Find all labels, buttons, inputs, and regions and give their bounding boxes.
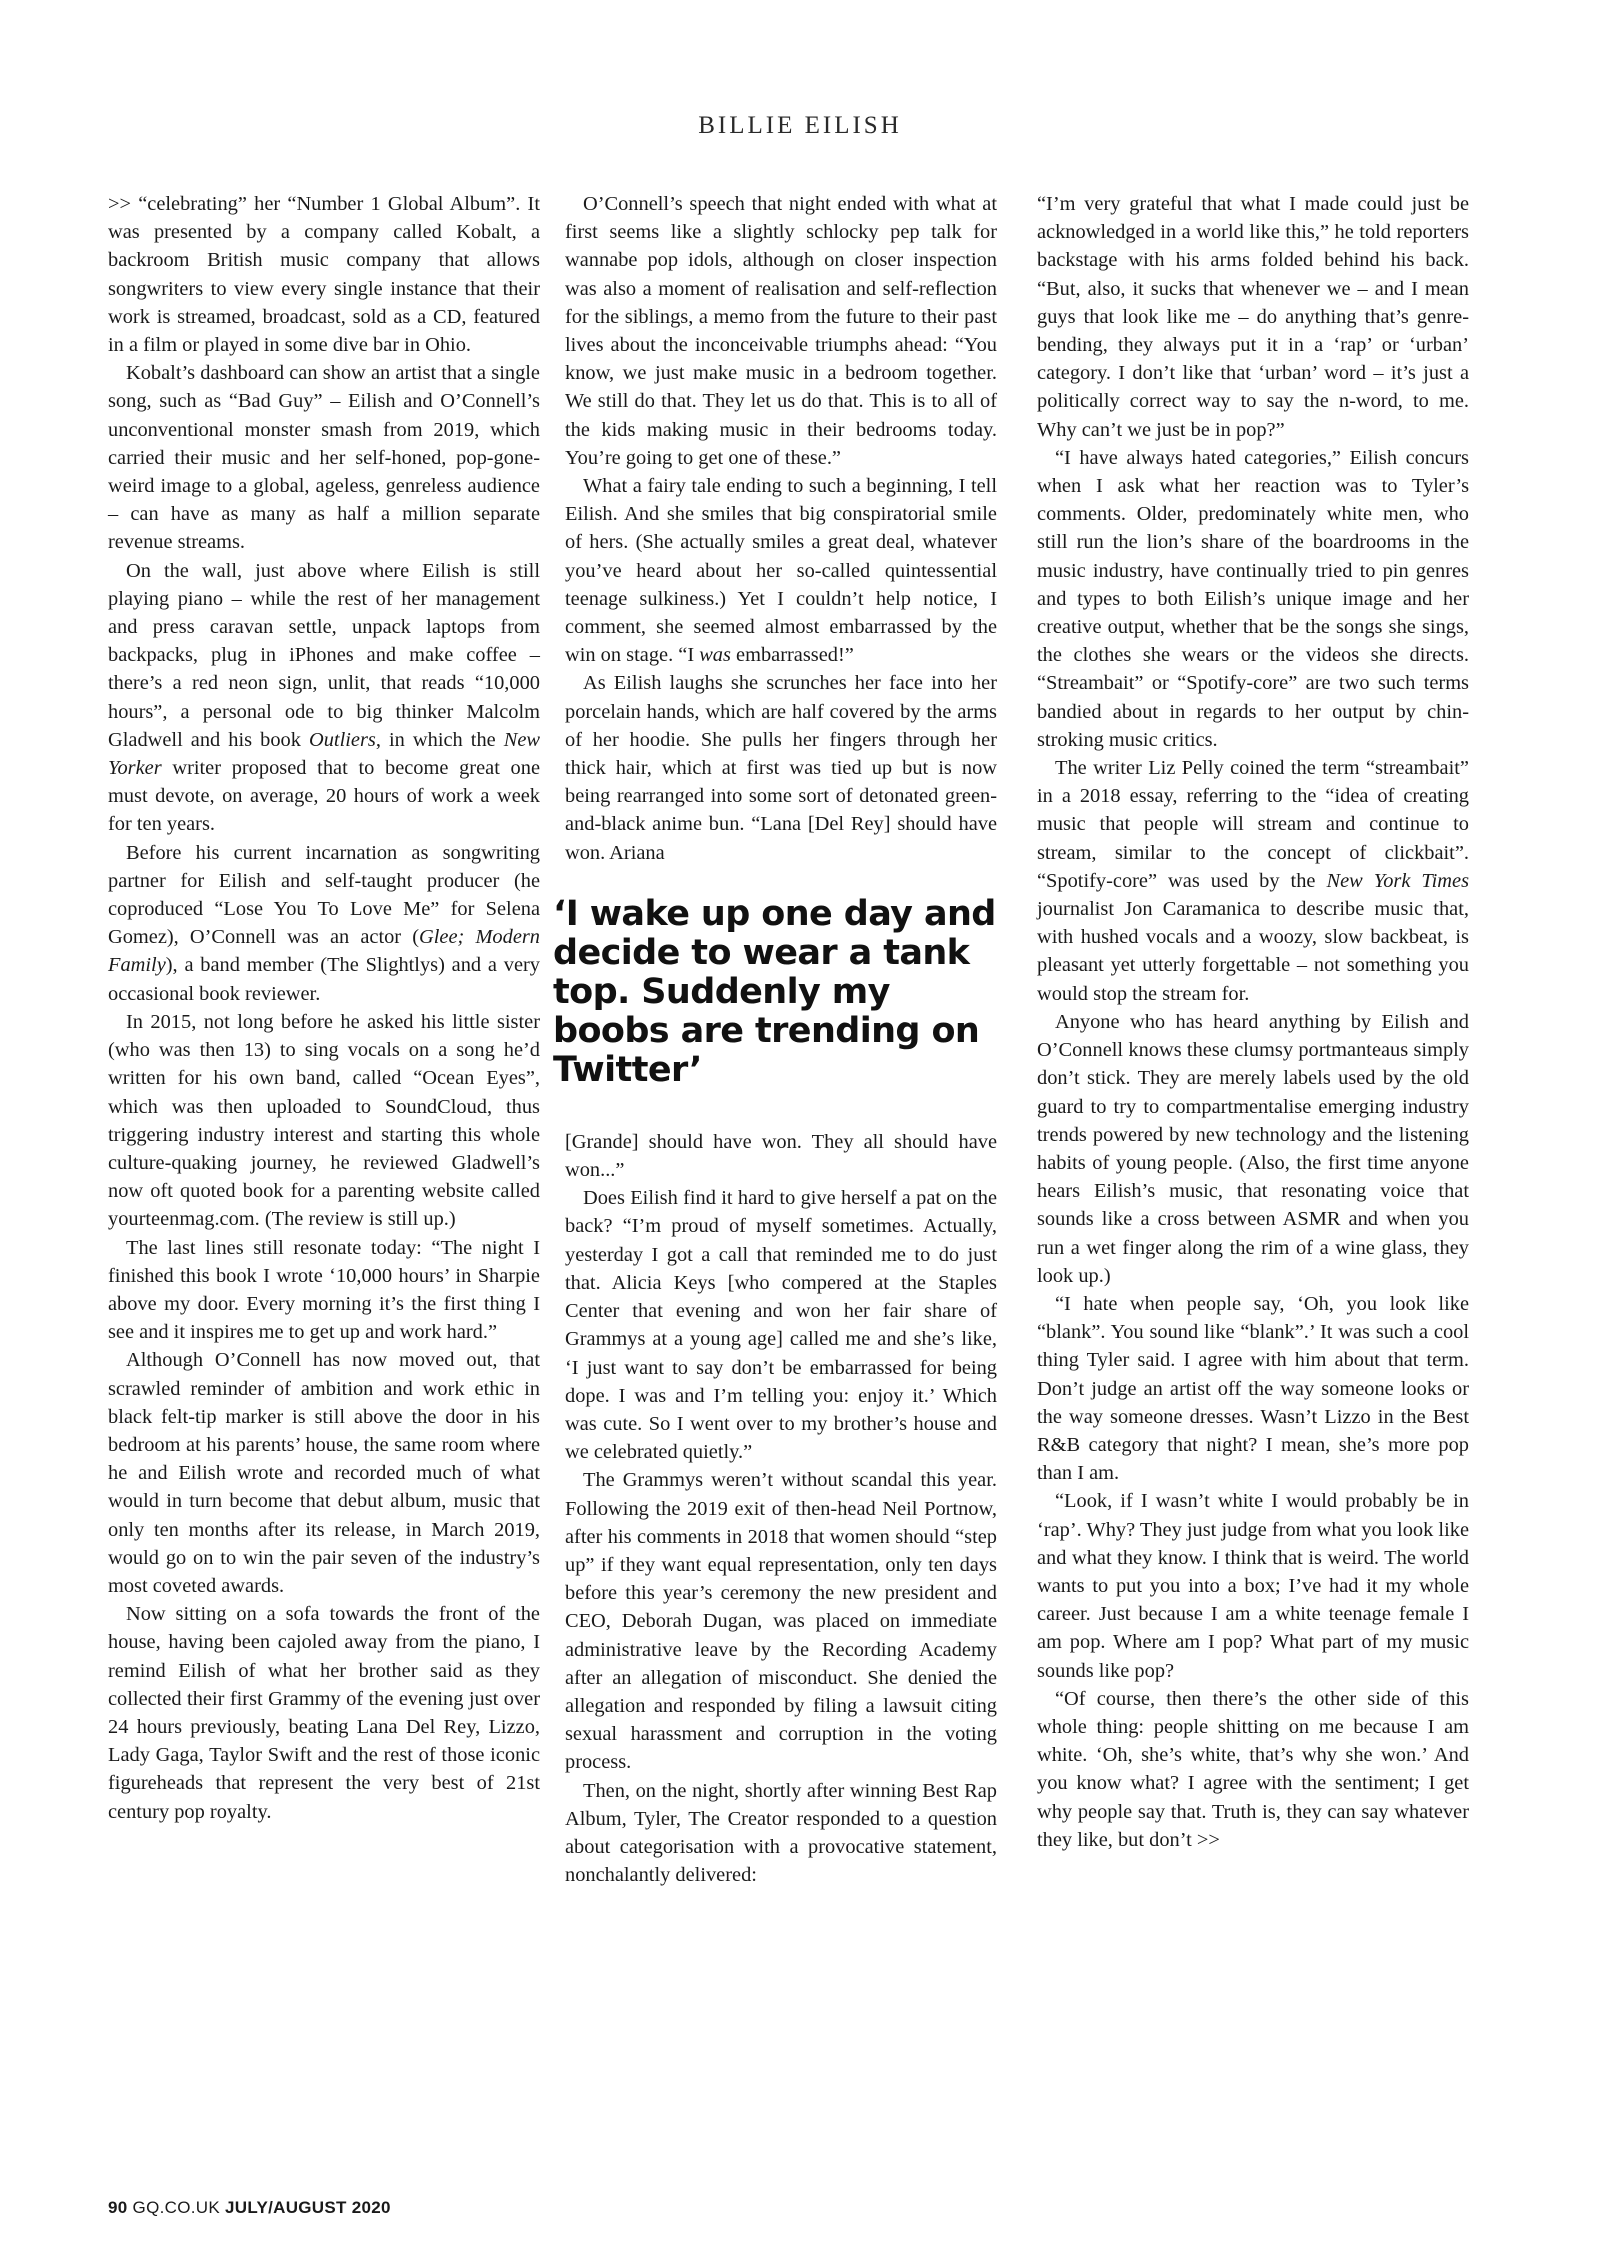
paragraph: As Eilish laughs she scrunches her face into her porcelain hands, which are half covered by the arms of her hoodie. She pulls her fingers through her thick hair, which at first was tied up but is now being rearranged into some sort of detonated green-and-black anime bun. “Lana [Del Rey] should have won. Ariana: [565, 672, 997, 864]
publication-name: New Yorker: [108, 728, 541, 780]
book-title: Outliers: [308, 728, 376, 751]
show-titles: Glee; Modern Family: [108, 926, 541, 977]
paragraph: Before his current incarnation as songwriting partner for Eilish and self-taught producer (he coproduced “Lose You To Love Me” for Selena Gomez), O’Connell was an actor (Glee; Modern Family), a band member (The Slightlys) and a very occasional book reviewer.: [108, 841, 541, 1005]
paragraph: On the wall, just above where Eilish is still playing piano – while the rest of her management and press caravan settle, unpack laptops from backpacks, plug in iPhones and make coffee – there’s a red neon sign, unlit, that reads “10,000 hours”, a personal ode to big thinker Malcolm Gladwell and his book Outliers, in which the New Yorker writer proposed that to become great one must devote, on average, 20 hours of work a week for ten years.: [108, 559, 541, 836]
pull-quote: ‘I wake up one day and decide to wear a tank top. Suddenly my boobs are trending on Twitter’: [553, 893, 996, 1090]
column-3: [1037, 190, 1469, 1854]
emphasis: was: [699, 644, 731, 667]
paragraph: “I’m very grateful that what I made could just be acknowledged in a world like this,” he told reporters backstage with his arms folded behind his back. “But, also, it sucks that whenever we – and I mean guys that look like me – do anything that’s genre-bending, they always put it in a ‘rap’ or ‘urban’ category. I don’t like that ‘urban’ word – it’s just a politically correct way to say the n-word, to me. Why can’t we just be in pop?”: [1037, 193, 1469, 441]
paragraph: Then, on the night, shortly after winning Best Rap Album, Tyler, The Creator responded to a question about categorisation with a provocative statement, nonchalantly delivered:: [565, 1779, 997, 1887]
paragraph: “Of course, then there’s the other side of this whole thing: people shitting on me because I am white. ‘Oh, she’s white, that’s why she won.’ And you know what? I agree with the sentiment; I get why people say that. Truth is, they can say whatever they like, but don’t >>: [1037, 1687, 1469, 1851]
paragraph: [Grande] should have won. They all should have won...”: [565, 1130, 997, 1182]
paragraph: “I hate when people say, ‘Oh, you look like “blank”. You sound like “blank”.’ It was such a cool thing Tyler said. I agree with him about that term. Don’t judge an artist off the way someone looks or the way someone dresses. Wasn’t Lizzo in the Best R&B category that night? I mean, she’s more pop than I am.: [1037, 1292, 1469, 1485]
site-name: GQ.CO.UK: [132, 2198, 220, 2217]
paragraph: >> “celebrating” her “Number 1 Global Album”. It was presented by a company called Kobalt, a backroom British music company that allows songwriters to view every single instance that their work is streamed, broadcast, sold as a CD, featured in a film or played in some dive bar in Ohio.: [108, 193, 540, 357]
paragraph: “I have always hated categories,” Eilish concurs when I ask what her reaction was to Tyler’s comments. Older, predominately white men, who still run the lion’s share of the boardrooms in the music industry, have continually tried to pin genres and types to both Eilish’s unique image and her creative output, whether that be the songs she sings, the clothes she wears or the videos she directs. “Streambait” or “Spotify-core” are two such terms bandied about in regards to her output by chin-stroking music critics.: [1037, 446, 1469, 751]
paragraph: The Grammys weren’t without scandal this year. Following the 2019 exit of then-head Neil Portnow, after his comments in 2018 that women should “step up” if they want equal representation, only ten days before this year’s ceremony the new president and CEO, Deborah Dugan, was placed on immediate administrative leave by the Recording Academy after an allegation of misconduct. She denied the allegation and responded by filing a lawsuit citing sexual harassment and corruption in the voting process.: [565, 1469, 997, 1774]
paragraph: In 2015, not long before he asked his little sister (who was then 13) to sing vocals on a song he’d written for his own band, called “Ocean Eyes”, which was then uploaded to SoundCloud, thus triggering industry interest and starting this whole culture-quaking journey, he reviewed Gladwell’s now oft quoted book for a parenting website called yourteenmag.com. (The review is still up.): [108, 1010, 540, 1231]
column-2: [553, 190, 997, 1889]
paragraph: The last lines still resonate today: “The night I finished this book I wrote ‘10,000 hours’ in Sharpie above my door. Every morning it’s the first thing I see and it inspires me to get up and work hard.”: [108, 1236, 540, 1344]
paragraph: Although O’Connell has now moved out, that scrawled reminder of ambition and work ethic in black felt-tip marker is still above the door in his bedroom at his parents’ house, the same room where he and Eilish wrote and recorded much of what would in turn become that debut album, music that only ten months after its release, in March 2019, would go on to win the pair seven of the industry’s most coveted awards.: [108, 1349, 540, 1597]
paragraph: Anyone who has heard anything by Eilish and O’Connell knows these clumsy portmanteaus simply don’t stick. They are merely labels used by the old guard to try to compartmentalise emerging industry trends powered by new technology and the listening habits of young people. (Also, the first time anyone hears Eilish’s music, that resonating voice that sounds like a cross between ASMR and when you run a wet finger along the rim of a wine glass, they look up.): [1037, 1010, 1469, 1287]
paragraph: Does Eilish find it hard to give herself a pat on the back? “I’m proud of myself sometimes. Actually, yesterday I got a call that reminded me to do just that. Alicia Keys [who compered at the Staples Center that evening and won her fair share of Grammys at a young age] called me and she’s like, ‘I just want to say don’t be embarrassed for being dope. I was and I’m telling you: enjoy it.’ Which was cute. So I went over to my brother’s house and we celebrated quietly.”: [565, 1187, 997, 1464]
page-number: 90: [108, 2198, 128, 2217]
paragraph: O’Connell’s speech that night ended with what at first seems like a slightly schlocky pep talk for wannabe pop idols, although on closer inspection was also a moment of realisation and self-reflection for the siblings, a memo from the future to their past lives about the inconceivable triumphs ahead: “You know, we just make music in a bedroom together. We still do that. They let us do that. This is to all of the kids making music in their bedrooms today. You’re going to get one of these.”: [565, 193, 997, 469]
paragraph: Now sitting on a sofa towards the front of the house, having been cajoled away from the piano, I remind Eilish of what her brother said as they collected their first Grammy of the evening just over 24 hours previously, beating Lana Del Rey, Lizzo, Lady Gaga, Taylor Swift and the rest of those iconic figureheads that represent the very best of 21st century pop royalty.: [108, 1603, 540, 1823]
paragraph: “Look, if I wasn’t white I would probably be in ‘rap’. Why? They just judge from what you look like and what they know. I think that is weird. The world wants to put you into a box; I’ve had it my whole career. Just because I am a white teenage female I am pop. Where am I pop? What part of my music sounds like pop?: [1037, 1490, 1469, 1682]
running-head: BILLIE EILISH: [698, 112, 902, 139]
paragraph: Kobalt’s dashboard can show an artist that a single song, such as “Bad Guy” – Eilish and O’Connell’s unconventional monster smash from 2019, which carried their music and her self-honed, pop-gone-weird image to a global, ageless, genreless audience – can have as many as half a million separate revenue streams.: [108, 362, 540, 554]
paragraph: What a fairy tale ending to such a beginning, I tell Eilish. And she smiles that big conspiratorial smile of hers. (She actually smiles a great deal, whatever you’ve heard about her so-called quintessential teenage sulkiness.) Yet I couldn’t help notice, I comment, she seemed almost embarrassed by the win on stage. “I was embarrassed!”: [565, 475, 997, 667]
paragraph: The writer Liz Pelly coined the term “streambait” in a 2018 essay, referring to the “idea of creating music that people will stream and continue to stream, similar to the concept of clickbait”. “Spotify-core” was used by the New York Times journalist Jon Caramanica to describe music that, with hushed vocals and a woozy, slow backbeat, is pleasant yet utterly forgettable – not something you would stop the stream for.: [1037, 757, 1470, 1005]
column-1: [108, 190, 540, 1826]
page-footer: [108, 2198, 391, 2218]
publication-name: New York Times: [1326, 869, 1470, 892]
issue-date: JULY/AUGUST 2020: [225, 2198, 391, 2217]
